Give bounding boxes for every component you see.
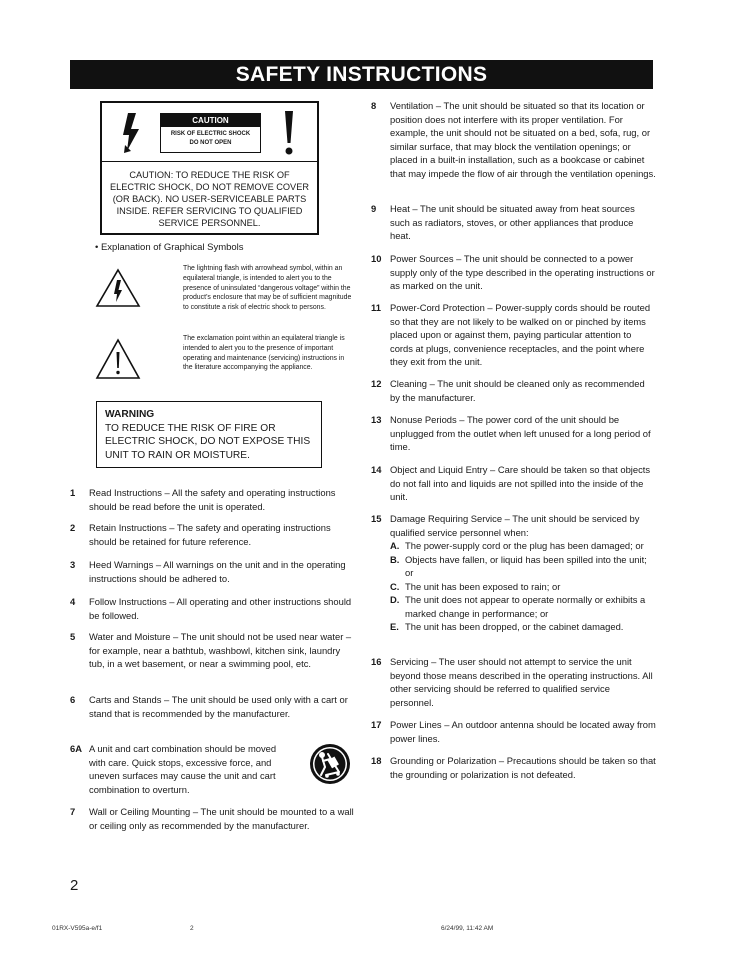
exclamation-icon — [277, 109, 301, 157]
list-item — [70, 630, 355, 671]
item-number: 15 — [371, 513, 382, 524]
item-text: Nonuse Periods – The power cord of the unit should be unplugged from the outlet when left unused for a long period of time. — [390, 414, 651, 452]
item-number: 2 — [70, 522, 76, 533]
sub-list-item — [390, 620, 656, 634]
lightning-triangle-icon — [95, 268, 141, 308]
item-text: Read Instructions – All the safety and operating instructions should be read before the unit is operated. — [89, 487, 336, 512]
caution-sub-line1: RISK OF ELECTRIC SHOCK — [170, 131, 251, 137]
item-number: 1 — [70, 487, 76, 498]
footer-page: 2 — [190, 925, 194, 932]
item-number: 8 — [371, 100, 377, 111]
list-item — [70, 805, 355, 832]
footer-timestamp: 6/24/99, 11:42 AM — [441, 925, 494, 932]
item-text: Follow Instructions – All operating and other instructions should be followed. — [89, 596, 352, 621]
item-text: Damage Requiring Service – The unit should be serviced by qualified service personnel when: — [390, 513, 640, 538]
list-item — [70, 558, 355, 585]
item-number: 4 — [70, 596, 76, 607]
lightning-bolt-icon — [118, 111, 148, 155]
cart-warning-icon — [308, 742, 352, 786]
sub-item-text: The unit has been dropped, or the cabinet damaged. — [405, 621, 624, 632]
lightning-explanation: The lightning flash with arrowhead symbol, within an equilateral triangle, is intended to alert you to the presence of uninsulated “dangerous voltage” within the product’s enclosure that may be of sufficient magnitude to constitute a risk of electric shock to persons. — [183, 265, 352, 312]
page-number: 2 — [70, 877, 79, 894]
sub-item-text: The unit has been exposed to rain; or — [405, 580, 561, 592]
item-text: Servicing – The user should not attempt to service the unit beyond those means described in the operating instructions. All other servicing should be referred to qualified service personnel. — [390, 656, 653, 708]
item-text: Grounding or Polarization – Precautions should be taken so that the grounding or polarization is not defeated. — [390, 755, 656, 780]
caution-box — [100, 101, 319, 235]
warning-head: WARNING — [105, 409, 155, 420]
list-item — [371, 463, 656, 504]
sub-list-item — [390, 539, 656, 553]
item-text: Power Lines – An outdoor antenna should be located away from power lines. — [390, 719, 656, 744]
caution-sub-line2: DO NOT OPEN — [189, 140, 232, 146]
list-item — [371, 99, 656, 180]
item-text: Carts and Stands – The unit should be used only with a cart or stand that is recommended by the manufacturer. — [89, 694, 348, 719]
sub-list — [390, 539, 656, 634]
item-number: 17 — [371, 719, 382, 730]
footer-file-name: 01RX-V595a-e/f1 — [52, 925, 103, 932]
list-item — [371, 754, 656, 781]
item-number: 14 — [371, 464, 382, 475]
item-number: 13 — [371, 414, 382, 425]
sub-list-item — [390, 593, 656, 620]
item-text: Wall or Ceiling Mounting – The unit should be mounted to a wall or ceiling only as recommended by the manufacturer. — [89, 806, 354, 831]
list-item — [371, 718, 656, 745]
item-text: Cleaning – The unit should be cleaned only as recommended by the manufacturer. — [390, 378, 645, 403]
list-item — [371, 252, 656, 293]
list-item — [371, 512, 656, 634]
symbols-heading: • Explanation of Graphical Symbols — [95, 242, 244, 253]
item-number: 10 — [371, 253, 382, 264]
item-text: A unit and cart combination should be moved with care. Quick stops, excessive force, and uneven surfaces may cause the unit and cart combination to overturn. — [89, 743, 277, 795]
item-text: Heed Warnings – All warnings on the unit and in the operating instructions should be adhered to. — [89, 559, 346, 584]
item-text: Power-Cord Protection – Power-supply cords should be routed so that they are not likely to be walked on or pinched by items placed upon or against them, paying particular attention to cords at plugs, convenience receptacles, and the point where they exit from the unit. — [390, 302, 651, 367]
item-number: 11 — [371, 302, 381, 313]
sub-item-letter: B. — [390, 553, 400, 565]
item-text: Power Sources – The unit should be connected to a power supply only of the type described in the operating instructions or as marked on the unit. — [390, 253, 655, 291]
item-text: Water and Moisture – The unit should not be used near water – for example, near a bathtub, washbowl, kitchen sink, laundry tub, in a wet basement, or near a swimming pool, etc. — [89, 631, 352, 669]
sub-list-item — [390, 553, 656, 580]
list-item — [70, 595, 355, 622]
sub-item-letter: E. — [390, 621, 399, 632]
item-number: 7 — [70, 806, 76, 817]
caution-label-sub — [161, 127, 260, 148]
list-item — [70, 521, 355, 548]
caution-text: CAUTION: TO REDUCE THE RISK OF ELECTRIC SHOCK, DO NOT REMOVE COVER (OR BACK). NO USER-SERVICEABLE PARTS INSIDE. REFER SERVICING TO QUALIFIED SERVICE PERSONNEL. — [110, 170, 309, 228]
list-item — [70, 742, 295, 796]
list-item — [371, 377, 656, 404]
item-text: Heat – The unit should be situated away from heat sources such as radiators, stoves, or other appliances that produce heat. — [390, 203, 635, 241]
list-item — [371, 655, 656, 709]
list-item — [70, 693, 355, 720]
item-text: Retain Instructions – The safety and operating instructions should be retained for future reference. — [89, 522, 331, 547]
sub-item-text: The unit does not appear to operate normally or exhibits a marked change in performance; or — [405, 594, 646, 619]
page-title: SAFETY INSTRUCTIONS — [70, 60, 653, 89]
list-item — [371, 301, 656, 369]
caution-header — [102, 103, 317, 162]
sub-item-letter: D. — [390, 594, 400, 605]
item-number: 16 — [371, 656, 382, 667]
warning-box — [96, 401, 322, 468]
sub-item-letter: A. — [390, 540, 400, 551]
item-number: 3 — [70, 559, 76, 570]
caution-label-head: CAUTION — [161, 114, 260, 127]
exclamation-explanation: The exclamation point within an equilateral triangle is intended to alert you to the presence of important operating and maintenance (servicing) instructions in the literature accompanying the appliance. — [183, 335, 345, 372]
sub-item-letter: C. — [390, 580, 400, 592]
item-text: Object and Liquid Entry – Care should be taken so that objects do not fall into and liquids are not spilled into the inside of the unit. — [390, 464, 651, 502]
sub-list-item — [390, 580, 656, 594]
item-number: 12 — [371, 378, 382, 389]
sub-item-text: Objects have fallen, or liquid has been spilled into the unit; or — [405, 553, 647, 578]
item-number: 6A — [70, 743, 82, 754]
list-item — [371, 202, 656, 243]
caution-label — [160, 113, 261, 153]
list-item — [70, 486, 355, 513]
warning-body: TO REDUCE THE RISK OF FIRE OR ELECTRIC SHOCK, DO NOT EXPOSE THIS UNIT TO RAIN OR MOISTURE. — [105, 422, 311, 461]
item-number: 18 — [371, 755, 382, 766]
item-number: 6 — [70, 694, 76, 705]
list-item — [371, 413, 656, 454]
item-number: 9 — [371, 203, 377, 214]
item-number: 5 — [70, 631, 76, 642]
exclamation-triangle-icon — [95, 338, 141, 380]
item-text: Ventilation – The unit should be situated so that its location or position does not interfere with its proper ventilation. For example, the unit should not be situated on a bed, sofa, rug, or similar surface, that may block the ventilation openings; or placed in a built-in installation, such as a bookcase or cabinet that may impede the flow of air through the ventilation openings. — [390, 100, 656, 179]
sub-item-text: The power-supply cord or the plug has been damaged; or — [405, 540, 644, 551]
